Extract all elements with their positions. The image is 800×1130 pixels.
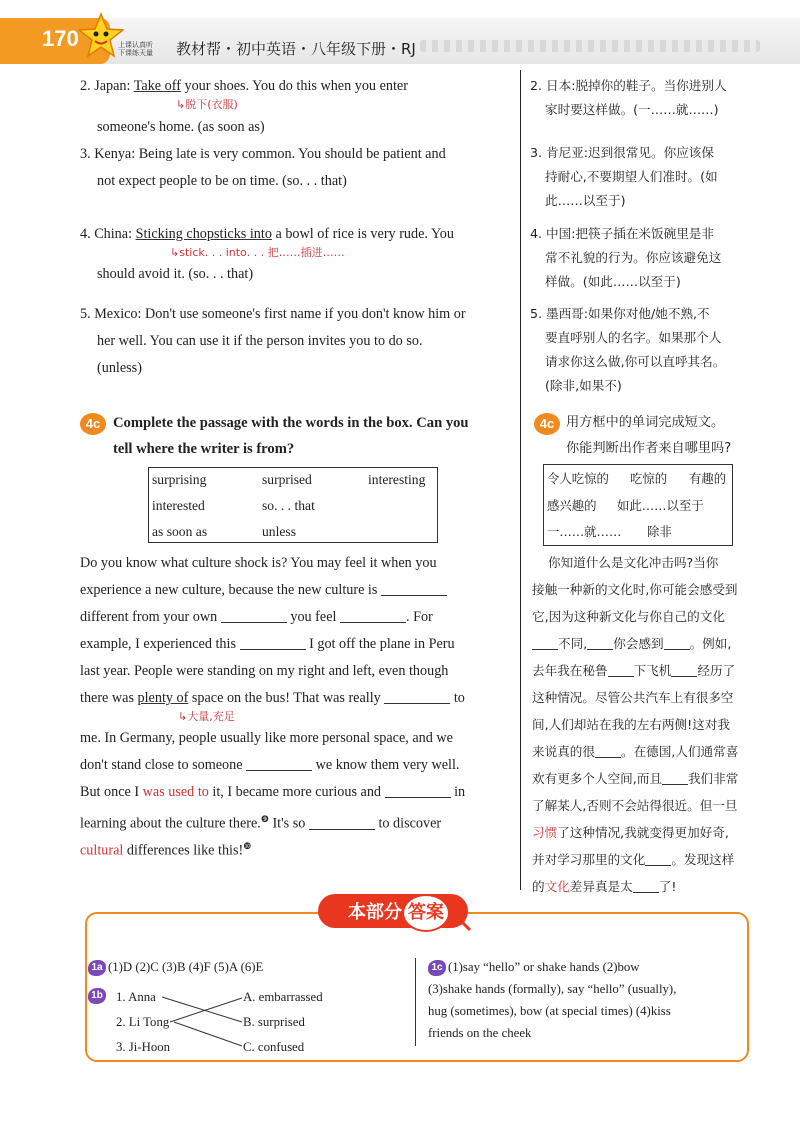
passage-cn-line: 它,因为这种新文化与你自己的文化 <box>532 609 725 624</box>
item-2-line-1: 2. Japan: Take off your shoes. You do this when you enter <box>80 78 408 94</box>
translation-2: 2. 日本:脱掉你的鞋子。当你进别人 家时要这样做。(一……就……) <box>530 78 727 117</box>
word-box-item-cn: 感兴趣的 <box>547 498 597 513</box>
answer-blank[interactable] <box>664 635 690 650</box>
magnifier-icon <box>452 912 472 932</box>
match-line-3 <box>160 990 245 1050</box>
word-box-item-cn: 令人吃惊的 <box>547 471 609 486</box>
translation-3: 3. 肯尼亚:迟到很常见。你应该保 持耐心,不要期望人们准时。(如 此……以至于) <box>530 145 718 208</box>
passage-cn-line: 间,人们却站在我的左右两侧!这对我 <box>532 717 730 732</box>
answer-blank[interactable] <box>595 743 621 758</box>
answer-1a-badge: 1a <box>88 960 106 976</box>
match-left-item: 3. Ji-Hoon <box>116 1040 171 1054</box>
column-divider <box>520 70 521 890</box>
passage-line: cultural differences like this!$^❿$ <box>80 841 252 859</box>
item-5-line-2: her well. You can use it if the person invites you to do so. <box>97 333 423 349</box>
match-right-item: A. embarrassed <box>243 990 323 1004</box>
answer-blank[interactable] <box>532 635 558 650</box>
word-box-item-cn: 有趣的 <box>689 471 727 486</box>
answer-1c: (1)say “hello” or shake hands (2)bow (3)shake hands (formally), say “hello” (usually), hug (sometimes), bow (at special times) (4)kiss friends on the cheek <box>428 960 677 1040</box>
passage-line: learning about the culture there.$^❾$ It's so to discover <box>80 814 442 832</box>
note-take-off: ↳脱下(衣服) <box>176 98 238 111</box>
answer-blank[interactable] <box>671 662 697 677</box>
word-box-item: unless <box>262 524 296 539</box>
answer-blank[interactable] <box>662 770 688 785</box>
task-4c-instruction-cn: 用方框中的单词完成短文。 你能判断出作者来自哪里吗? <box>566 415 732 456</box>
item-3-line-2: not expect people to be on time. (so. . . that) <box>97 173 347 189</box>
translation-5: 5. 墨西哥:如果你对他/她不熟,不 要直呼别人的名字。如果那个人 请求你这么做,你可以直呼其名。 (除非,如果不) <box>530 306 726 393</box>
item-3-line-1: 3. Kenya: Being late is very common. You should be patient and <box>80 146 446 162</box>
answer-blank[interactable] <box>645 851 671 866</box>
passage-cn-line: 并对学习那里的文化 。发现这样 <box>532 852 735 867</box>
item-4-line-1: 4. China: Sticking chopsticks into a bowl of rice is very rude. You <box>80 226 454 242</box>
word-box-item-cn: 一……就…… <box>547 524 622 539</box>
book-title: 教材帮・初中英语・八年级下册・RJ <box>176 40 416 58</box>
passage-cn-line: 你知道什么是文化冲击吗?当你 <box>548 555 719 570</box>
passage-line: don't stand close to someone we know them very well. <box>80 757 460 773</box>
answer-blank[interactable] <box>309 815 375 830</box>
word-box-item: surprising <box>152 472 207 487</box>
match-left-item: 2. Li Tong <box>116 1015 170 1029</box>
passage-line: experience a new culture, because the new culture is <box>80 580 447 600</box>
answers-title: 本部分 答案 <box>318 894 468 928</box>
match-left-item: 1. Anna <box>116 990 156 1004</box>
passage-line: different from your own you feel . For <box>80 609 433 625</box>
item-2-line-2: someone's home. (as soon as) <box>97 119 265 135</box>
passage-line: Do you know what culture shock is? You may feel it when you <box>80 555 437 571</box>
word-box-item: interesting <box>368 472 426 487</box>
task-4c-badge-cn: 4c <box>534 413 560 435</box>
passage-cn-line: 来说真的很 。在德国,人们通常喜 <box>532 744 739 759</box>
match-right-item: C. confused <box>243 1040 305 1054</box>
item-5-line-1: 5. Mexico: Don't use someone's first name if you don't know him or <box>80 306 466 322</box>
passage-cn-line: 去年我在秘鲁 下飞机 经历了 <box>532 663 736 678</box>
passage-cn-line: 的文化差异真是太 了! <box>532 879 677 894</box>
answer-blank[interactable] <box>381 581 447 596</box>
passage-cn-line: 接触一种新的文化时,你可能会感受到 <box>532 582 738 597</box>
passage-cn-line: 不同, 你会感到 。例如, <box>532 634 731 654</box>
answer-1a: (1)D (2)C (3)B (4)F (5)A (6)E <box>108 960 264 974</box>
item-4-line-2: should avoid it. (so. . . that) <box>97 266 254 282</box>
passage-cn-line: 了解某人,否则不会站得很近。但一旦 <box>532 798 738 813</box>
answer-blank[interactable] <box>587 635 613 650</box>
answer-blank[interactable] <box>384 689 450 704</box>
answer-blank[interactable] <box>240 635 306 650</box>
match-right-item: B. surprised <box>243 1015 305 1029</box>
note-stick-into: ↳stick. . . into. . . 把……插进…… <box>170 246 345 259</box>
header-decoration <box>420 40 760 52</box>
word-box-item: interested <box>152 498 205 513</box>
page-number: 170 <box>42 26 79 51</box>
word-box-item: so. . . that <box>262 498 315 513</box>
passage-cn-line: 欢有更多个人空间,而且 我们非常 <box>532 771 739 786</box>
answer-blank[interactable] <box>246 756 312 771</box>
task-4c-badge: 4c <box>80 413 106 435</box>
answers-divider <box>415 958 416 1046</box>
item-5-line-3: (unless) <box>97 360 142 376</box>
word-box-item: surprised <box>262 472 312 487</box>
answer-blank[interactable] <box>608 662 634 677</box>
answer-blank[interactable] <box>340 608 406 623</box>
answer-blank[interactable] <box>633 878 659 893</box>
word-box-item: as soon as <box>152 524 208 539</box>
passage-line: example, I experienced this I got off the plane in Peru <box>80 636 455 652</box>
answer-1c-badge: 1c <box>428 960 446 976</box>
brand-slogan: 上课认真听 下课练天量 <box>118 41 153 57</box>
passage-line: last year. People were standing on my right and left, even though <box>80 663 449 679</box>
word-box-item-cn: 吃惊的 <box>630 471 668 486</box>
passage-cn-line: 习惯了这种情况,我就变得更加好奇, <box>532 825 729 840</box>
passage-line: me. In Germany, people usually like more personal space, and we <box>80 730 453 746</box>
note-plenty-of: ↳大量,充足 <box>178 710 235 723</box>
answer-blank[interactable] <box>221 608 287 623</box>
passage-line: there was plenty of space on the bus! That was really to <box>80 690 465 706</box>
task-4c-instruction: Complete the passage with the words in the box. Can you tell where the writer is from? <box>113 415 469 457</box>
passage-cn-line: 这种情况。尽管公共汽车上有很多空 <box>532 690 734 705</box>
word-box-item-cn: 除非 <box>647 524 672 539</box>
passage-line: But once I was used to it, I became more curious and in <box>80 784 466 800</box>
answer-blank[interactable] <box>385 783 451 798</box>
answer-1b-badge: 1b <box>88 988 106 1004</box>
word-box-item-cn: 如此……以至于 <box>617 498 704 513</box>
translation-4: 4. 中国:把筷子插在米饭碗里是非 常不礼貌的行为。你应该避免这 样做。(如此……以至于) <box>530 226 722 289</box>
